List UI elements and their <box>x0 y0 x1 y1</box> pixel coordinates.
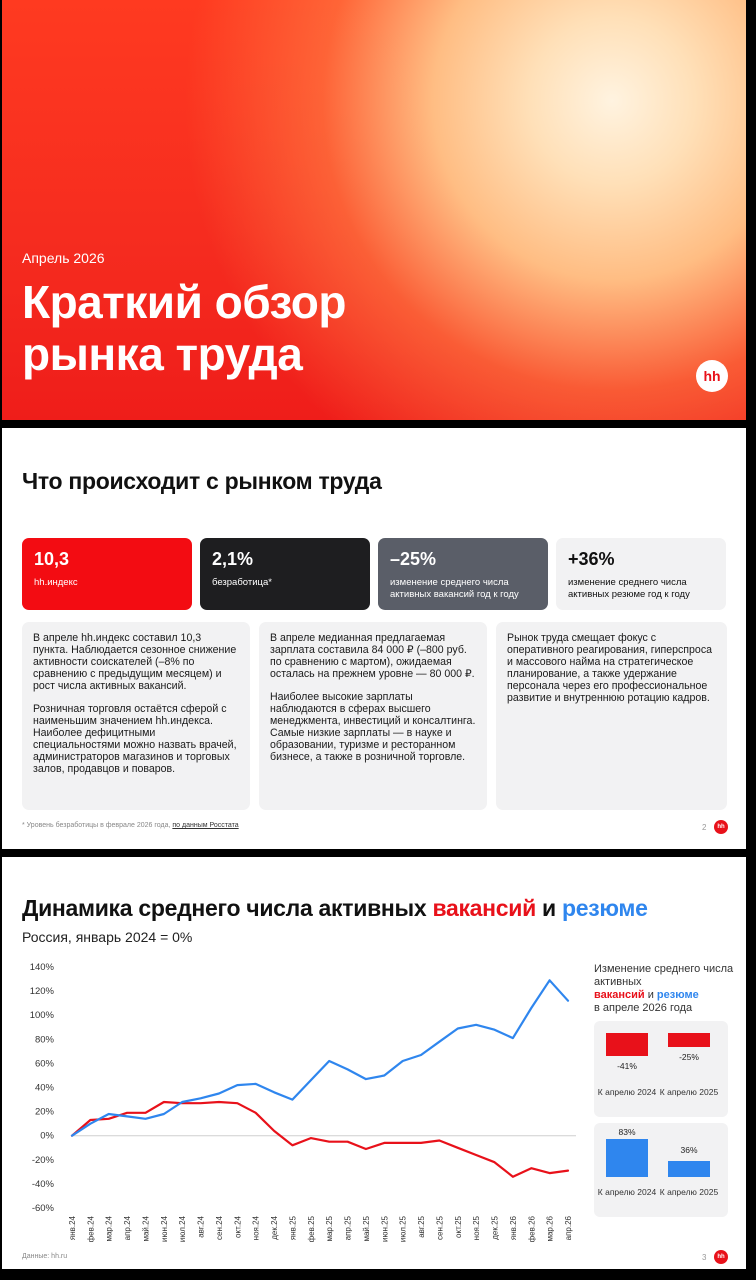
kpi-label: безработица* <box>212 577 272 588</box>
x-tick-label: дек.25 <box>490 1216 500 1240</box>
y-tick-label: -20% <box>31 1154 54 1166</box>
slide-heading <box>22 895 648 922</box>
x-tick-label: апр.24 <box>123 1216 133 1241</box>
bar-category: К апрелю 2025 <box>659 1087 719 1097</box>
x-tick-label: дек.24 <box>270 1216 280 1240</box>
text-card-salary <box>259 622 487 810</box>
card-paragraph: В апреле медианная предлагаемая зарплата составила 84 000 ₽ (–800 руб. по сравнению с мартом), ожидаемая осталась на прежнем уровне — 80 000 ₽. <box>270 632 475 680</box>
kpi-resumes-change <box>556 538 726 610</box>
data-source: Данные: hh.ru <box>22 1253 68 1260</box>
x-tick-label: ноя.25 <box>472 1216 482 1241</box>
resumes-bar-panel <box>594 1123 728 1217</box>
x-tick-label: фев.26 <box>527 1216 537 1243</box>
card-paragraph: В апреле hh.индекс составил 10,3 пункта. Наблюдается сезонное снижение активности соискателей (–8% по сравнению с предыдущим месяцем) и рост числа активных вакансий. <box>33 632 237 692</box>
x-tick-label: янв.25 <box>288 1216 298 1241</box>
page-number: 2 <box>702 823 707 832</box>
bar-category: К апрелю 2024 <box>597 1087 657 1097</box>
y-tick-label: 80% <box>34 1034 54 1046</box>
kpi-label: hh.индекс <box>34 577 78 588</box>
kpi-value: 2,1% <box>212 549 254 569</box>
y-tick-label: 0% <box>40 1130 54 1142</box>
text-card-hh-index <box>22 622 250 810</box>
x-tick-label: фев.24 <box>86 1216 96 1243</box>
x-tick-label: апр.26 <box>564 1216 573 1241</box>
heading-and: и <box>535 895 562 921</box>
side-title-resumes: резюме <box>656 989 699 1001</box>
vacancies-bar-2025 <box>668 1033 710 1047</box>
kpi-label: изменение среднего числа активных резюме год к году <box>568 577 690 600</box>
kpi-label: изменение среднего числа активных вакансий год к году <box>390 577 519 600</box>
hh-logo-icon: hh <box>696 360 728 392</box>
side-title-vacancies: вакансий <box>594 989 645 1001</box>
rosstat-link[interactable]: по данным Росстата <box>172 822 239 829</box>
heading-vacancies: вакансий <box>432 895 536 921</box>
bar-category: К апрелю 2024 <box>597 1187 657 1197</box>
y-tick-label: 100% <box>29 1010 54 1022</box>
x-tick-label: сен.24 <box>214 1216 224 1240</box>
resumes-bar-2025 <box>668 1161 710 1177</box>
x-tick-label: июн.24 <box>159 1216 169 1243</box>
x-tick-label: окт.24 <box>233 1216 243 1238</box>
x-tick-label: авг.25 <box>417 1216 427 1238</box>
text-card-market-focus <box>496 622 727 810</box>
series-line-vacancies <box>72 1102 568 1177</box>
y-tick-label: 120% <box>29 986 54 998</box>
kpi-value: –25% <box>390 549 437 569</box>
x-tick-label: сен.25 <box>435 1216 445 1240</box>
hh-logo-icon: hh <box>714 1250 728 1264</box>
bar-value: 83% <box>618 1127 636 1137</box>
page-number: 3 <box>702 1253 707 1262</box>
x-tick-label: мар.24 <box>104 1216 114 1242</box>
chart-subtitle: Россия, январь 2024 = 0% <box>22 929 193 945</box>
report-title-line2: рынка труда <box>22 328 303 380</box>
card-paragraph: Розничная торговля остаётся сферой с наименьшим значением hh.индекса. Наиболее дефицитными специальностями можно назвать врачей, администраторов магазинов и торговых залов, продавцов и поваров. <box>33 703 237 775</box>
dynamics-slide <box>2 857 746 1269</box>
y-tick-label: 20% <box>34 1106 54 1118</box>
bar-value: -25% <box>679 1052 699 1062</box>
y-tick-label: 60% <box>34 1058 54 1070</box>
kpi-value: +36% <box>568 549 615 569</box>
report-title-line1: Краткий обзор <box>22 276 346 328</box>
kpi-vacancies-change <box>378 538 548 610</box>
x-tick-label: май.25 <box>361 1216 371 1242</box>
x-tick-label: окт.25 <box>453 1216 463 1238</box>
card-paragraph: Рынок труда смещает фокус с оперативного реагирования, гиперспроса и массового найма на стратегическое планирование, а также удержание персонала через его профессиональное развитие и внутреннюю ротацию кадров. <box>507 632 713 704</box>
heading-resumes: резюме <box>561 895 648 921</box>
kpi-hh-index <box>22 538 192 610</box>
x-tick-label: авг.24 <box>196 1216 206 1238</box>
report-date: Апрель 2026 <box>22 250 105 266</box>
resumes-bar-2024 <box>606 1139 648 1177</box>
slide-heading: Что происходит с рынком труда <box>22 468 382 494</box>
vacancies-bar-2024 <box>606 1033 648 1056</box>
x-tick-label: ноя.24 <box>251 1216 261 1241</box>
footnote <box>22 822 239 829</box>
side-title-period: в апреле 2026 года <box>594 1002 693 1014</box>
kpi-value: 10,3 <box>34 549 70 569</box>
x-tick-label: фев.25 <box>306 1216 316 1243</box>
footnote-text: * Уровень безработицы в феврале 2026 года, <box>22 822 173 829</box>
kpi-unemployment <box>200 538 370 610</box>
y-tick-label: -40% <box>31 1178 54 1190</box>
y-tick-label: -60% <box>31 1203 54 1214</box>
vacancies-bar-panel <box>594 1021 728 1117</box>
cover-slide <box>2 0 746 420</box>
bar-category: К апрелю 2025 <box>659 1187 719 1197</box>
line-chart <box>2 955 592 1255</box>
heading-text: Динамика среднего числа активных <box>22 895 433 921</box>
x-tick-label: мар.26 <box>545 1216 555 1242</box>
x-tick-label: июл.25 <box>398 1216 408 1243</box>
x-tick-label: янв.26 <box>508 1216 518 1241</box>
x-tick-label: июн.25 <box>380 1216 390 1243</box>
x-tick-label: май.24 <box>141 1216 151 1242</box>
x-tick-label: июл.24 <box>178 1216 188 1243</box>
x-tick-label: мар.25 <box>325 1216 335 1242</box>
market-summary-slide <box>2 428 746 849</box>
side-panel-title <box>594 963 734 1015</box>
x-tick-label: апр.25 <box>343 1216 353 1241</box>
bar-value: -41% <box>617 1061 637 1071</box>
card-paragraph: Наиболее высокие зарплаты наблюдаются в сферах высшего менеджмента, инвестиций и консалтинга. Самые низкие зарплаты — в науке и образовании, туризме и ресторанном бизнесе, а также в розничной торговле. <box>270 691 476 763</box>
hh-logo-icon: hh <box>714 820 728 834</box>
bar-value: 36% <box>680 1145 698 1155</box>
side-title-and: и <box>644 989 657 1001</box>
x-tick-label: янв.24 <box>68 1216 77 1241</box>
side-title-text: Изменение среднего числа активных <box>594 963 734 988</box>
y-tick-label: 40% <box>34 1082 54 1094</box>
report-title <box>22 276 346 380</box>
y-tick-label: 140% <box>29 962 54 973</box>
